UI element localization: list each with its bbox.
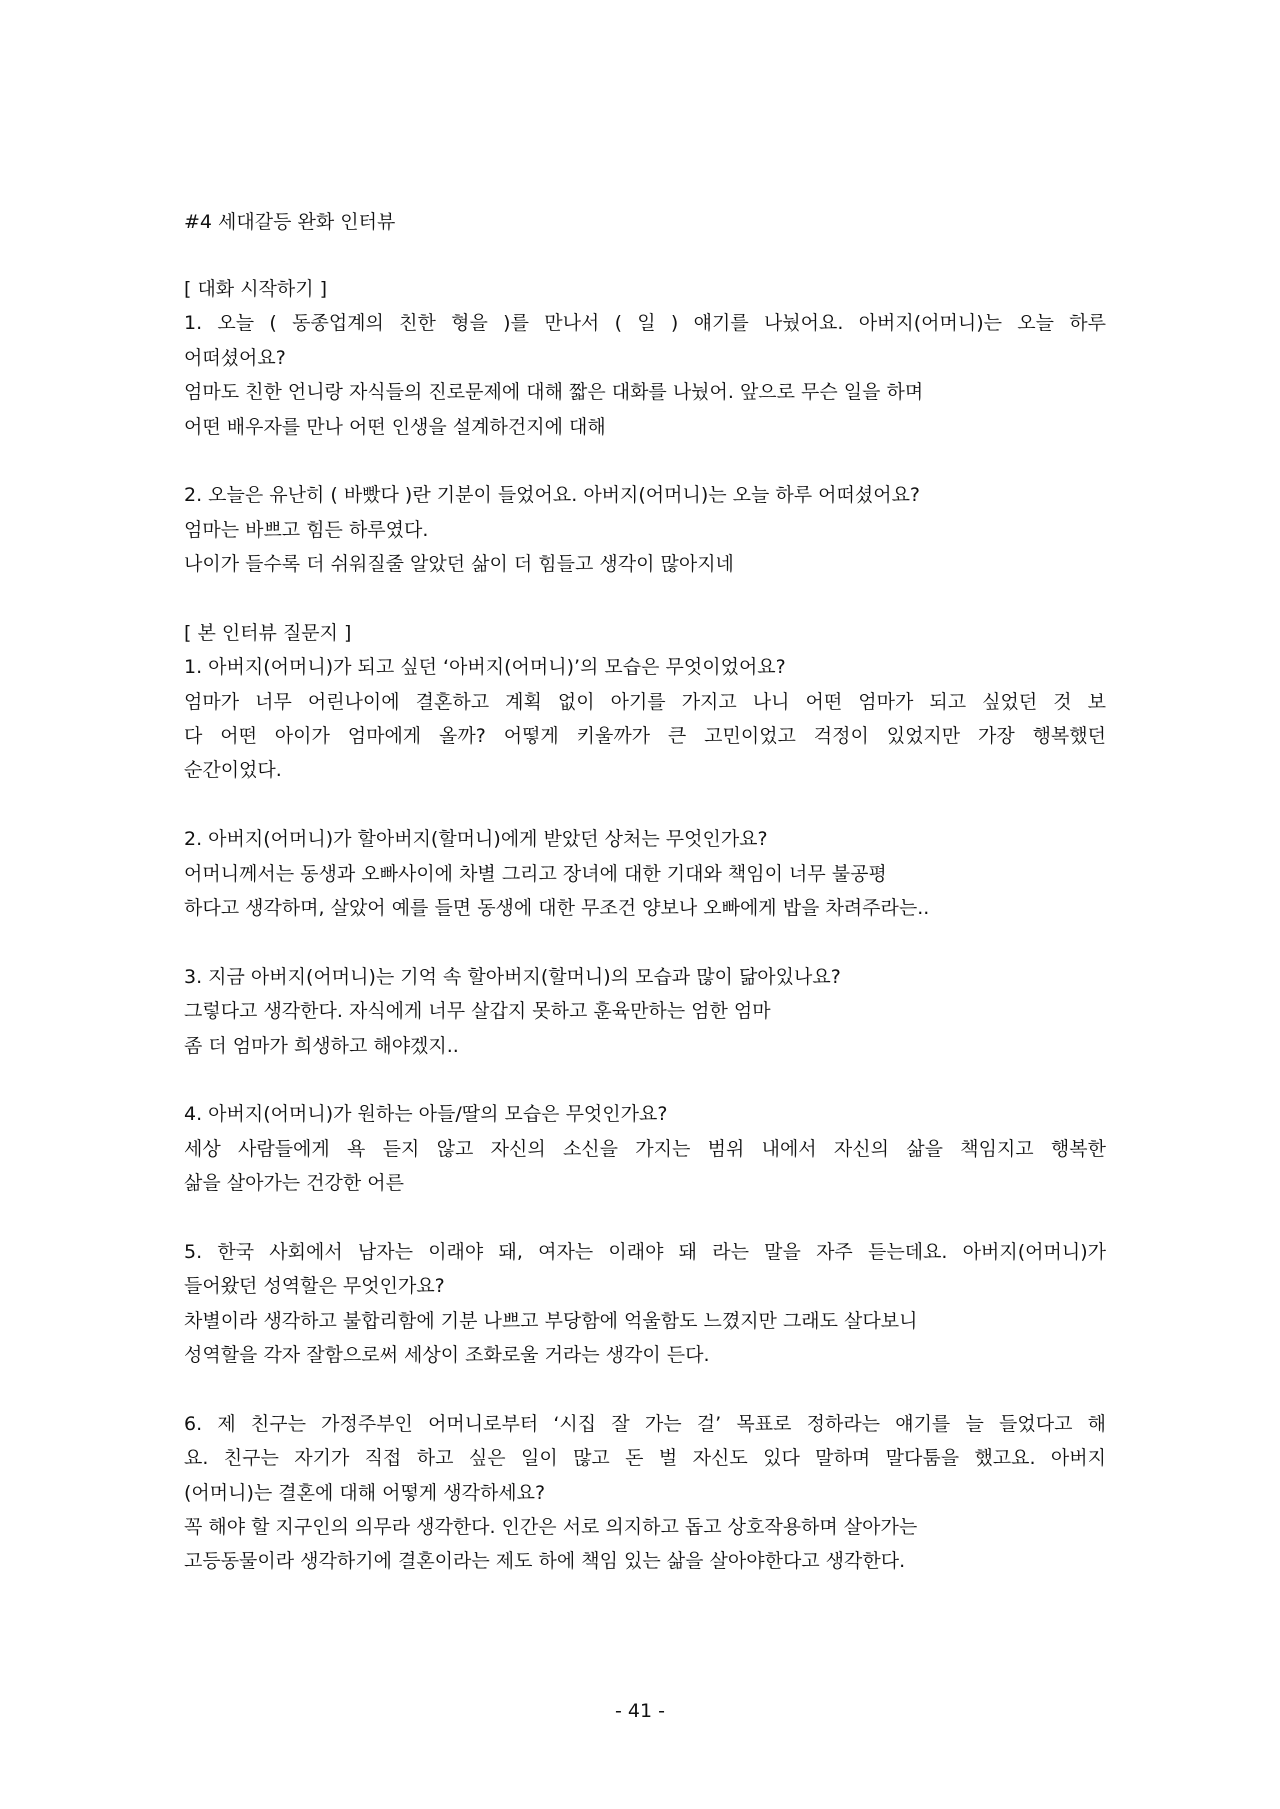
answer-line: 다 어떤 아이가 엄마에게 올까? 어떻게 키울까가 큰 고민이었고 걱정이 있었지만 가장 행복했던	[184, 725, 1106, 748]
document-page	[184, 205, 1106, 1579]
answer-line: 어머니께서는 동생과 오빠사이에 차별 그리고 장녀에 대한 기대와 책임이 너무 불공평	[184, 862, 887, 885]
section-heading-intro: [ 대화 시작하기 ]	[184, 278, 328, 300]
answer-line: 순간이었다.	[184, 759, 282, 782]
answer-line: 삶을 살아가는 건강한 어른	[184, 1172, 405, 1195]
answer-line: 좀 더 엄마가 희생하고 해야겠지..	[184, 1034, 459, 1057]
paragraph-gap	[184, 925, 1106, 959]
page-number: - 41 -	[615, 1700, 665, 1722]
question-line: 6. 제 친구는 가정주부인 어머니로부터 ‘시집 잘 가는 걸’ 목표로 정하라는 얘기를 늘 들었다고 해	[184, 1412, 1106, 1435]
question-line: 1. 아버지(어머니)가 되고 싶던 ‘아버지(어머니)’의 모습은 무엇이었어요?	[184, 656, 786, 679]
paragraph-gap	[184, 444, 1106, 478]
question-line: 2. 아버지(어머니)가 할아버지(할머니)에게 받았던 상처는 무엇인가요?	[184, 828, 768, 851]
answer-line: 그렇다고 생각한다. 자식에게 너무 살갑지 못하고 훈육만하는 엄한 엄마	[184, 1000, 771, 1023]
section-heading-main: [ 본 인터뷰 질문지 ]	[184, 621, 352, 644]
document-title: #4 세대갈등 완화 인터뷰	[184, 211, 396, 233]
question-line: 5. 한국 사회에서 남자는 이래야 돼, 여자는 이래야 돼 라는 말을 자주 듣는데요. 아버지(어머니)가	[184, 1240, 1106, 1263]
question-line: 4. 아버지(어머니)가 원하는 아들/딸의 모습은 무엇인가요?	[184, 1103, 668, 1126]
answer-line: 차별이라 생각하고 불합리함에 기분 나쁘고 부당함에 억울함도 느꼈지만 그래도 살다보니	[184, 1309, 918, 1332]
question-line: 들어왔던 성역할은 무엇인가요?	[184, 1275, 445, 1298]
answer-line: 엄마도 친한 언니랑 자식들의 진로문제에 대해 짧은 대화를 나눴어. 앞으로 무슨 일을 하며	[184, 381, 924, 404]
question-line: 어떠셨어요?	[184, 346, 286, 369]
answer-line: 꼭 해야 할 지구인의 의무라 생각한다. 인간은 서로 의지하고 돕고 상호작용하며 살아가는	[184, 1516, 918, 1539]
question-line: 2. 오늘은 유난히 ( 바빴다 )란 기분이 들었어요. 아버지(어머니)는 오늘 하루 어떠셨어요?	[184, 484, 921, 507]
question-line: (어머니)는 결혼에 대해 어떻게 생각하세요?	[184, 1481, 546, 1504]
paragraph-gap	[184, 1201, 1106, 1235]
answer-line: 세상 사람들에게 욕 듣지 않고 자신의 소신을 가지는 범위 내에서 자신의 삶을 책임지고 행복한	[184, 1137, 1106, 1160]
answer-line: 나이가 들수록 더 쉬워질줄 알았던 삶이 더 힘들고 생각이 많아지네	[184, 553, 734, 576]
paragraph-gap	[184, 1373, 1106, 1407]
answer-line: 성역할을 각자 잘함으로써 세상이 조화로울 거라는 생각이 든다.	[184, 1344, 710, 1367]
paragraph-gap	[184, 582, 1106, 616]
answer-line: 엄마는 바쁘고 힘든 하루였다.	[184, 518, 429, 541]
paragraph-gap	[184, 788, 1106, 822]
answer-line: 하다고 생각하며, 살았어 예를 들면 동생에 대한 무조건 양보나 오빠에게 밥을 차려주라는..	[184, 897, 930, 920]
question-line: 1. 오늘 ( 동종업계의 친한 형을 )를 만나서 ( 일 ) 얘기를 나눴어요. 아버지(어머니)는 오늘 하루	[184, 312, 1106, 335]
answer-line: 어떤 배우자를 만나 어떤 인생을 설계하건지에 대해	[184, 415, 606, 438]
answer-line: 고등동물이라 생각하기에 결혼이라는 제도 하에 책임 있는 삶을 살아야한다고 생각한다.	[184, 1550, 906, 1573]
question-line: 요. 친구는 자기가 직접 하고 싶은 일이 많고 돈 벌 자신도 있다 말하며 말다툼을 했고요. 아버지	[184, 1447, 1106, 1470]
question-line: 3. 지금 아버지(어머니)는 기억 속 할아버지(할머니)의 모습과 많이 닮아있나요?	[184, 965, 841, 988]
paragraph-gap	[184, 1063, 1106, 1097]
answer-line: 엄마가 너무 어린나이에 결혼하고 계획 없이 아기를 가지고 나니 어떤 엄마가 되고 싶었던 것 보	[184, 690, 1106, 713]
